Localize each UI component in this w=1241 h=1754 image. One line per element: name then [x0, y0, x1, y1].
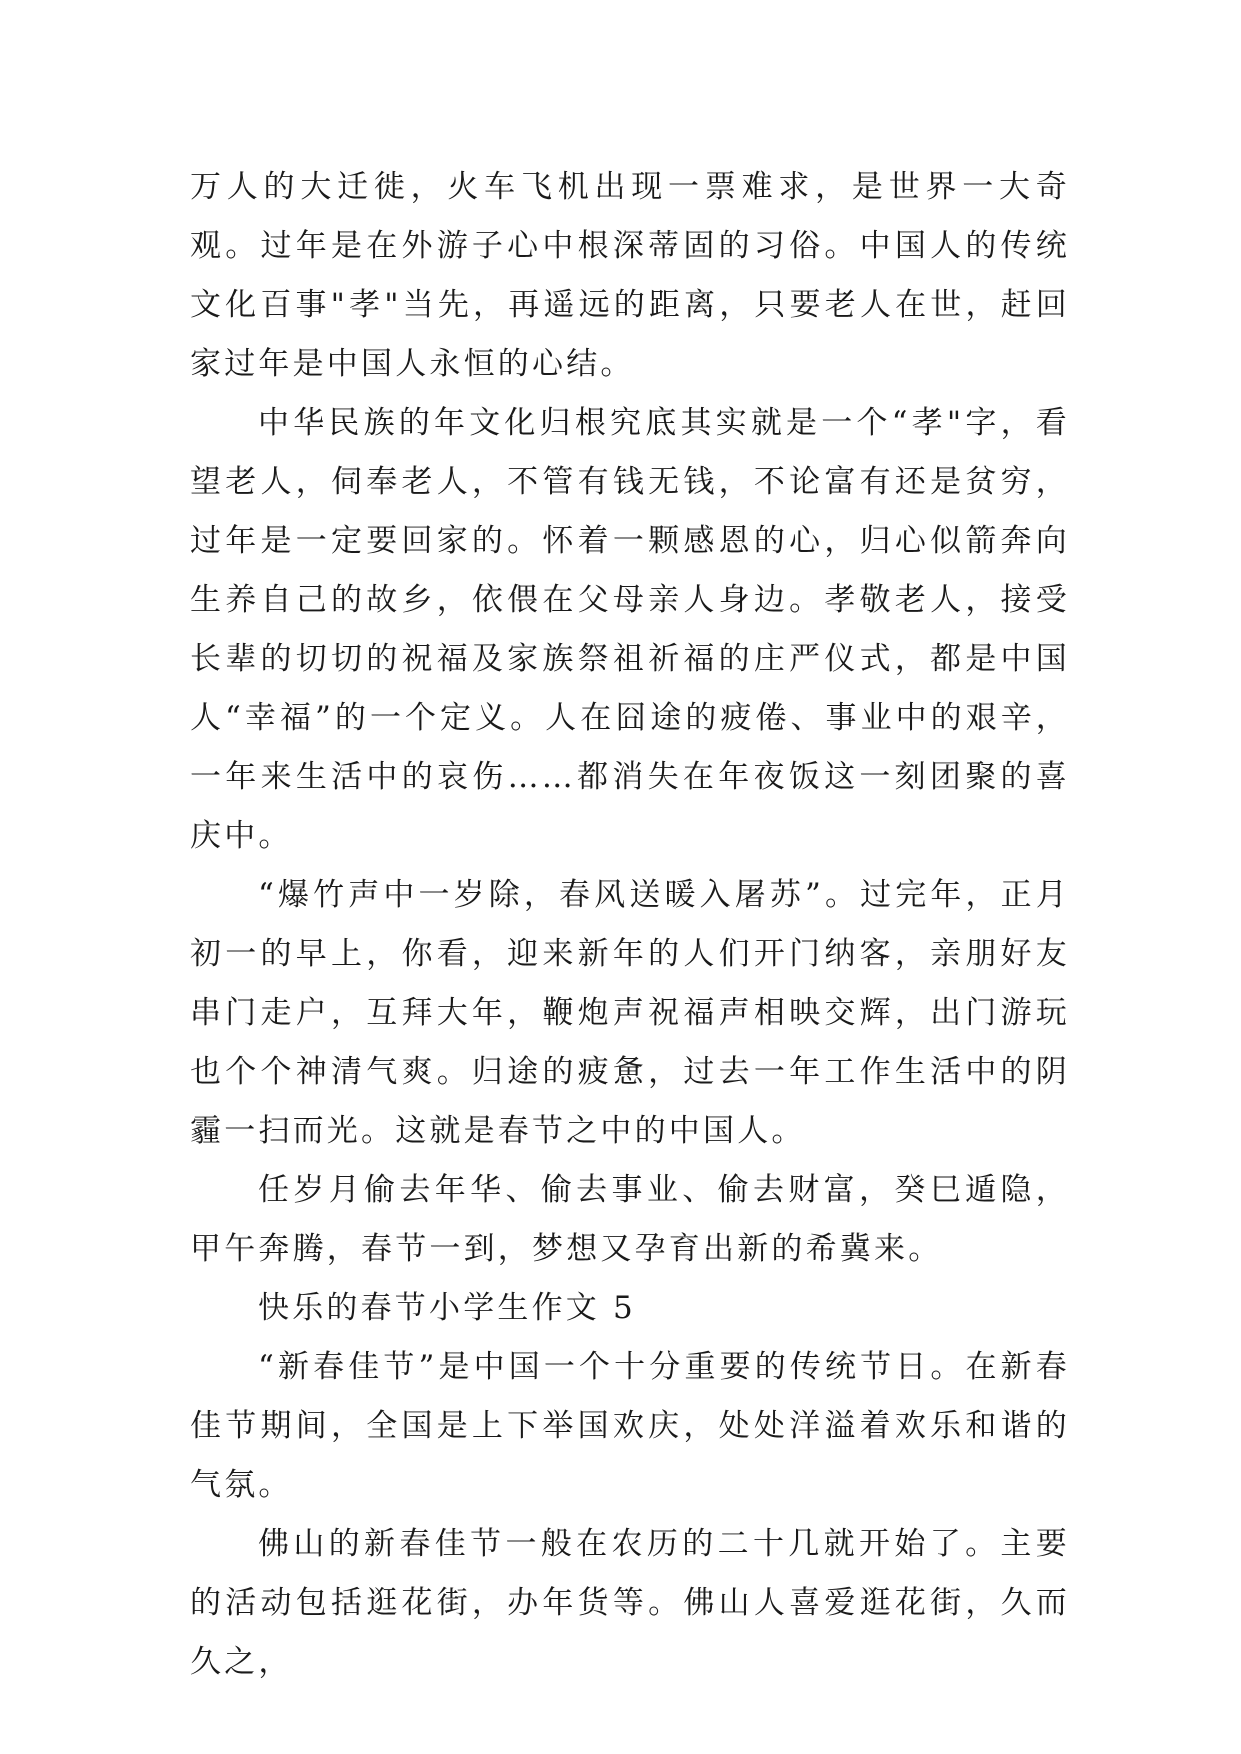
- paragraph-years-pass: 任岁月偷去年华、偷去事业、偷去财富，癸巳遁隐，甲午奔腾，春节一到，梦想又孕育出新的希冀来。: [190, 1172, 1070, 1267]
- paragraph-foshan: 佛山的新春佳节一般在农历的二十几就开始了。主要的活动包括逛花街，办年货等。佛山人喜爱逛花街，久而久之，: [190, 1526, 1070, 1680]
- paragraph-continuation: 万人的大迁徙，火车飞机出现一票难求，是世界一大奇观。过年是在外游子心中根深蒂固的习俗。中国人的传统文化百事"孝"当先，再遥远的距离，只要老人在世，赶回家过年是中国人永恒的心结。: [190, 169, 1070, 382]
- essay-title: 快乐的春节小学生作文 5: [258, 1290, 636, 1326]
- paragraph-spring-festival: “新春佳节”是中国一个十分重要的传统节日。在新春佳节期间，全国是上下举国欢庆，处处洋溢着欢乐和谐的气氛。: [190, 1349, 1070, 1503]
- paragraph-firecrackers: “爆竹声中一岁除，春风送暖入屠苏”。过完年，正月初一的早上，你看，迎来新年的人们开门纳客，亲朋好友串门走户，互拜大年，鞭炮声祝福声相映交辉，出门游玩也个个神清气爽。归途的疲惫，过去一年工作生活中的阴霾一扫而光。这就是春节之中的中国人。: [190, 877, 1070, 1149]
- document-body: [190, 158, 1070, 1692]
- paragraph-filial-piety: 中华民族的年文化归根究底其实就是一个“孝"字，看望老人，伺奉老人，不管有钱无钱，不论富有还是贫穷，过年是一定要回家的。怀着一颗感恩的心，归心似箭奔向生养自己的故乡，依偎在父母亲人身边。孝敬老人，接受长辈的切切的祝福及家族祭祖祈福的庄严仪式，都是中国人“幸福”的一个定义。人在囧途的疲倦、事业中的艰辛，一年来生活中的哀伤……都消失在年夜饭这一刻团聚的喜庆中。: [190, 405, 1070, 854]
